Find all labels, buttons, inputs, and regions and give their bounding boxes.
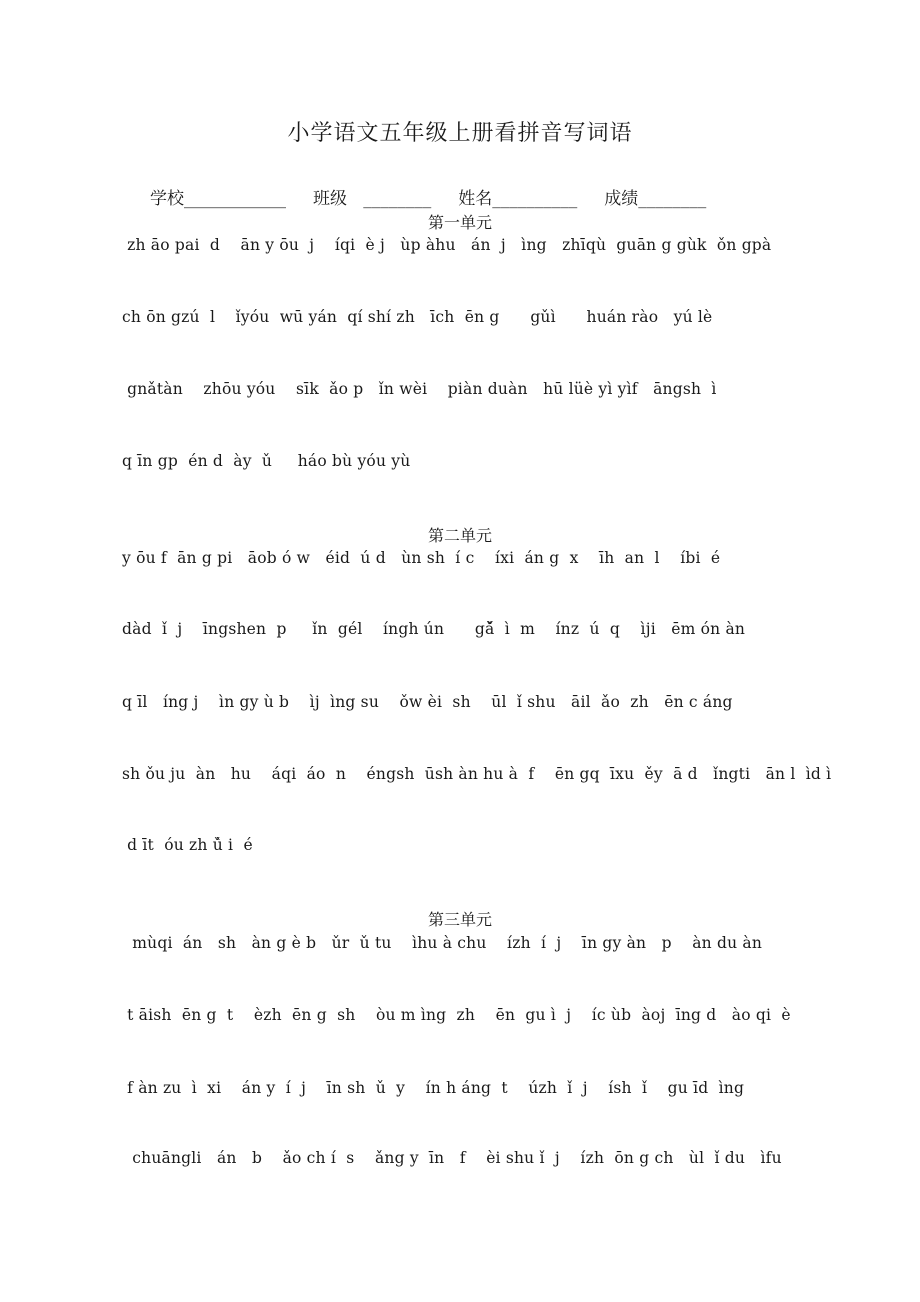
pinyin-row: dàd ǐ j īngshen p ǐn gél íngh ún gǎ̌ ì m ínz ú q ìji ēm ón àn <box>122 620 746 638</box>
pinyin-row: d īt óu zh ǔ̀ i é <box>122 836 253 854</box>
pinyin-row: gnǎtàn zhōu yóu sīk ǎo p ǐn wèi piàn duàn hū lüè yì yìf āngsh ì <box>122 380 717 398</box>
pinyin-row: q īn gp én d ày ǔ háo bù yóu yù <box>122 452 411 470</box>
pinyin-row: mùqi án sh àn g è b ǔr ǔ tu ìhu à chu ízh í j īn gy àn p àn du àn <box>122 934 763 952</box>
pinyin-row: sh ǒu ju àn hu áqi áo n éngsh ūsh àn hu à f ēn gq īxu ěy ā d ǐngti ān l ìd ì <box>122 765 832 783</box>
pinyin-row: chuāngli án b ǎo ch í s ǎng y īn f èi shu ǐ j ízh ōn g ch ùl ǐ du ìfu <box>122 1149 782 1167</box>
pinyin-row: y ōu f ān g pi āob ó w éid ú d ùn sh í c íxi án g x īh an l íbi é <box>122 549 721 567</box>
unit-heading: 第一单元 <box>427 213 492 232</box>
pinyin-row: zh āo pai d ān y ōu j íqi è j ùp àhu án j ìng zhīqù guān g gùk ǒn gpà <box>122 236 772 254</box>
pinyin-row: ch ōn gzú l ǐyóu wū yán qí shí zh īch ēn g gǔì huán rào yú lè <box>122 308 713 326</box>
pinyin-row: f àn zu ì xi án y í j īn sh ǔ y ín h áng t úzh ǐ j ísh ǐ gu īd ìng <box>122 1079 745 1097</box>
student-info-line: 学校____________ 班级 ________ 姓名__________ 成绩________ <box>150 189 707 209</box>
unit-heading: 第三单元 <box>427 910 492 929</box>
pinyin-row: t āish ēn g t èzh ēn g sh òu m ìng zh ēn gu ì j íc ùb àoj īng d ào qi è <box>122 1006 791 1024</box>
pinyin-row: q īl íng j ìn gy ù b ìj ìng su ǒw èi sh ūl ǐ shu āil ǎo zh ēn c áng <box>122 693 733 711</box>
unit-heading: 第二单元 <box>427 526 492 545</box>
page-title: 小学语文五年级上册看拼音写词语 <box>287 121 633 146</box>
